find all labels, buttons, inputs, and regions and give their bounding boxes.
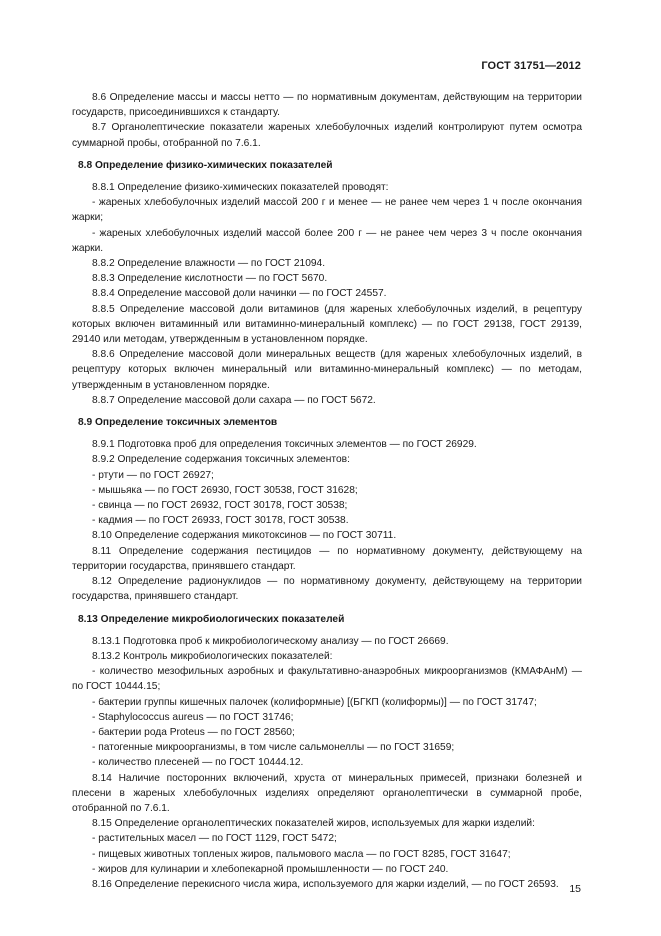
list-item: - жареных хлебобулочных изделий массой 200 г и менее — не ранее чем через 1 ч после окончания жарки; (72, 197, 582, 224)
list-item: - бактерии группы кишечных палочек (колиформные) [(БГКП (колиформы)] — по ГОСТ 31747; (92, 696, 537, 708)
document-id-header: ГОСТ 31751—2012 (481, 60, 581, 72)
paragraph-8-13-1: 8.13.1 Подготовка проб к микробиологическому анализу — по ГОСТ 26669. (92, 635, 449, 647)
paragraph-8-11: 8.11 Определение содержания пестицидов — по нормативному документу, действующему на территории государства, принявшего стандарт. (72, 545, 582, 572)
paragraph-8-16: 8.16 Определение перекисного числа жира, используемого для жарки изделий, — по ГОСТ 26593. (92, 878, 559, 890)
section-heading-8-13: 8.13 Определение микробиологических показателей (78, 613, 345, 625)
paragraph-8-8-2: 8.8.2 Определение влажности — по ГОСТ 21094. (92, 258, 326, 270)
section-heading-8-9: 8.9 Определение токсичных элементов (78, 417, 278, 429)
paragraph-8-12: 8.12 Определение радионуклидов — по нормативному документу, действующему на территории государства, принявшего стандарт. (72, 576, 582, 603)
paragraph-8-9-1: 8.9.1 Подготовка проб для определения токсичных элементов — по ГОСТ 26929. (92, 439, 477, 451)
list-item: - Staphylococcus aureus — по ГОСТ 31746; (92, 711, 294, 723)
paragraph-8-13-2: 8.13.2 Контроль микробиологических показателей: (92, 650, 333, 662)
list-item: - патогенные микроорганизмы, в том числе сальмонеллы — по ГОСТ 31659; (92, 742, 455, 754)
paragraph-8-8-6: 8.8.6 Определение массовой доли минеральных веществ (для жареных хлебобулочных изделий, в рецептуру которых включен минеральный или витаминно-минеральный комплекс) — по методам, утвержденным в установленном порядке. (72, 349, 582, 391)
paragraph-8-9-2: 8.9.2 Определение содержания токсичных элементов: (92, 454, 350, 466)
section-heading-8-8: 8.8 Определение физико-химических показателей (78, 159, 333, 171)
paragraph-8-8-7: 8.8.7 Определение массовой доли сахара — по ГОСТ 5672. (92, 394, 376, 406)
list-item: - мышьяка — по ГОСТ 26930, ГОСТ 30538, ГОСТ 31628; (92, 484, 358, 496)
list-item: - количество мезофильных аэробных и факультативно-анаэробных микроорганизмов (КМАФАнМ) — по ГОСТ 10444.15; (72, 666, 582, 693)
list-item: - пищевых животных топленых жиров, пальмового масла — по ГОСТ 8285, ГОСТ 31647; (92, 848, 511, 860)
page-number: 15 (569, 883, 581, 895)
list-item: - количество плесеней — по ГОСТ 10444.12. (92, 757, 304, 769)
list-item: - бактерии рода Proteus — по ГОСТ 28560; (92, 726, 295, 738)
paragraph-8-8-4: 8.8.4 Определение массовой доли начинки — по ГОСТ 24557. (92, 288, 387, 300)
paragraph-8-6: 8.6 Определение массы и массы нетто — по нормативным документам, действующим на территории государств, присоединившихся к стандарту. (72, 92, 582, 119)
paragraph-8-7: 8.7 Органолептические показатели жареных хлебобулочных изделий контролируют путем осмотра суммарной пробы, отобранной по 7.6.1. (72, 122, 582, 149)
paragraph-8-8-5: 8.8.5 Определение массовой доли витаминов (для жареных хлебобулочных изделий, в рецептуру которых включен витаминный или витаминно-минеральный комплекс) — по ГОСТ 29138, ГОСТ 29139, 29140 или методам, утвержденным в установленном порядке. (72, 303, 582, 346)
document-body (72, 90, 582, 892)
paragraph-8-10: 8.10 Определение содержания микотоксинов — по ГОСТ 30711. (92, 530, 397, 542)
paragraph-8-15: 8.15 Определение органолептических показателей жиров, используемых для жарки изделий: (92, 818, 535, 830)
list-item: - растительных масел — по ГОСТ 1129, ГОСТ 5472; (92, 833, 337, 845)
paragraph-8-8-1: 8.8.1 Определение физико-химических показателей проводят: (92, 182, 389, 194)
list-item: - кадмия — по ГОСТ 26933, ГОСТ 30178, ГОСТ 30538. (92, 515, 349, 527)
paragraph-8-14: 8.14 Наличие посторонних включений, хруста от минеральных примесей, признаки болезней и плесени в жареных хлебобулочных изделиях определяют органолептически в суммарной пробе, отобранной по 7.6.1. (72, 772, 582, 814)
list-item: - жареных хлебобулочных изделий массой более 200 г — не ранее чем через 3 ч после окончания жарки. (72, 227, 582, 254)
paragraph-8-8-3: 8.8.3 Определение кислотности — по ГОСТ 5670. (92, 273, 328, 285)
list-item: - ртути — по ГОСТ 26927; (92, 469, 214, 481)
list-item: - свинца — по ГОСТ 26932, ГОСТ 30178, ГОСТ 30538; (92, 500, 348, 512)
list-item: - жиров для кулинарии и хлебопекарной промышленности — по ГОСТ 240. (92, 863, 449, 875)
